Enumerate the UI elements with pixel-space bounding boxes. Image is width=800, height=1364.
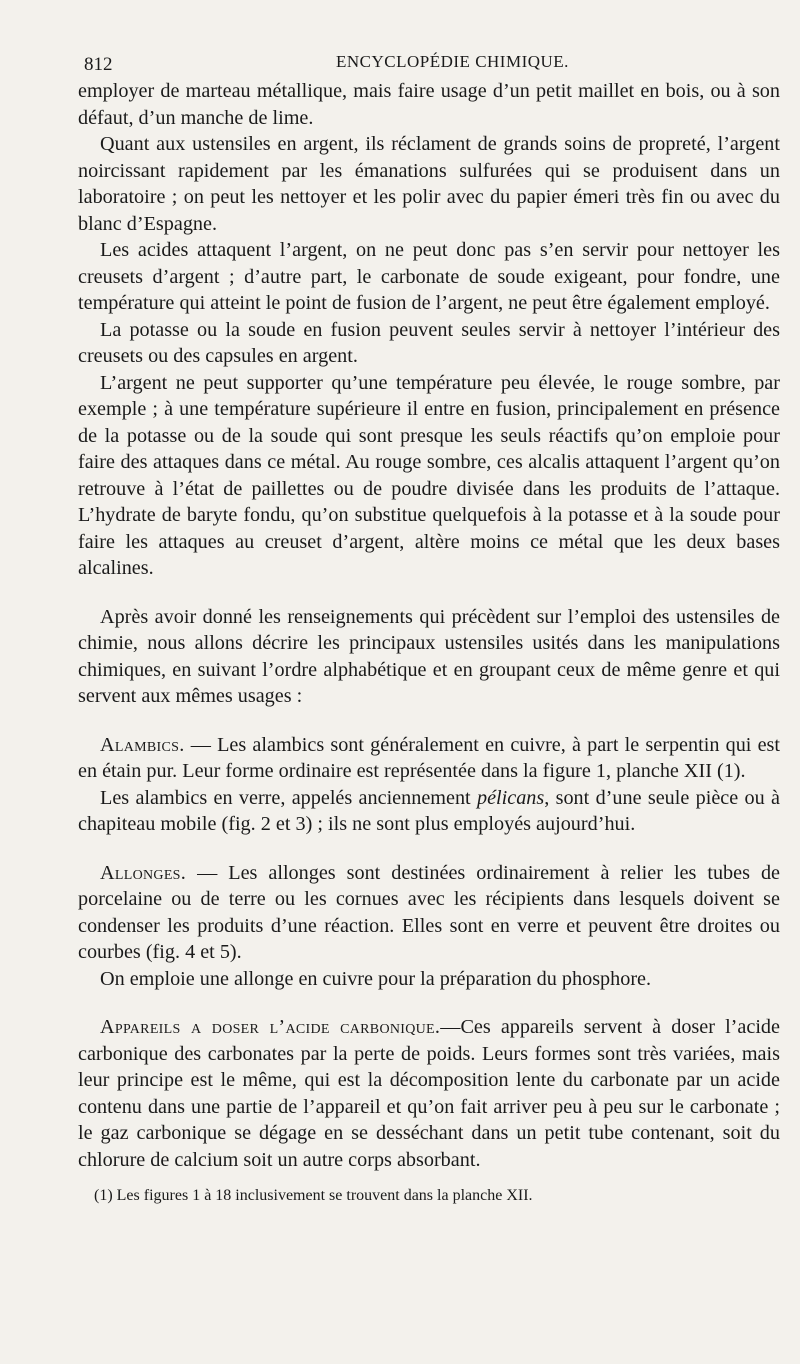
running-title: ENCYCLOPÉDIE CHIMIQUE. (336, 52, 569, 71)
entry-text: — Les alambics sont généralement en cuivre, à part le serpentin qui est en étain pur. Leur forme ordinaire est représentée dans la figure 1, planche XII (1). (78, 733, 780, 782)
text-span: , sont d’une seule pièce ou à chapiteau mobile (fig. 2 et 3) ; ils ne sont plus employés aujourd’hui. (78, 786, 780, 835)
paragraph-phosphore: On emploie une allonge en cuivre pour la préparation du phosphore. (100, 967, 652, 990)
paragraph-potash: La potasse ou la soude en fusion peuvent seules servir à nettoyer l’intérieur des creusets ou des capsules en argent. (78, 318, 780, 367)
entry-heading: Allonges. (100, 861, 187, 884)
paragraph-introduction: Après avoir donné les renseignements qui précèdent sur l’emploi des ustensiles de chimie, nous allons décrire les principaux ustensiles usités dans les manipulations chimiques, en suivant l’ordre alphabétique et en groupant ceux de même genre et qui servent aux mêmes usages : (78, 605, 780, 707)
paragraph-temperature: L’argent ne peut supporter qu’une température peu élevée, le rouge sombre, par exemple ; à une température supérieure il entre en fusion, principalement en présence de la potasse ou de la soude qui sont presque les seuls réactifs qu’on emploie pour faire des attaques dans ce métal. Au rouge sombre, ces alcalis attaquent l’argent qu’on retrouve à l’état de paillettes ou de poudre divisée dans les produits de l’attaque. L’hydrate de baryte fondu, qu’on substitue quelquefois à la potasse et à la soude pour faire les attaques au creuset d’argent, altère moins ce métal que les deux bases alcalines. (78, 371, 780, 579)
paragraph-silver-cleaning: Quant aux ustensiles en argent, ils réclament de grands soins de propreté, l’argent noircissant rapidement par les émanations sulfurées qui se produisent dans un laboratoire ; on peut les nettoyer et les polir avec du papier émeri très fin ou avec du blanc d’Espagne. (78, 133, 780, 235)
entry-heading: Appareils a doser l’acide carbonique. (100, 1016, 441, 1038)
entry-alambics (78, 732, 780, 785)
entry-heading: Alambics. (100, 733, 185, 756)
paragraph-pelicans (78, 785, 780, 838)
text-span: Les alambics en verre, appelés anciennement (100, 786, 477, 809)
paragraph-continuation: employer de marteau métallique, mais faire usage d’un petit maillet en bois, ou à son défaut, d’un manche de lime. (78, 80, 780, 129)
entry-text: —Ces appareils servent à doser l’acide carbonique des carbonates par la perte de poids. Leurs formes sont très variées, mais leur principe est le même, qui est la décomposition lente du carbonate par un acide contenu dans une partie de l’appareil et qu’on fait arriver peu à peu sur le carbonate ; le gaz carbonique se dégage en se desséchant dans un petit tube contenant, soit du chlorure de calcium soit un autre corps absorbant. (78, 1016, 780, 1171)
body-text (78, 78, 780, 1173)
entry-appareils (78, 1014, 780, 1173)
page-number: 812 (84, 54, 113, 75)
italic-term: pélicans (476, 786, 545, 809)
paragraph-acids: Les acides attaquent l’argent, on ne peut donc pas s’en servir pour nettoyer les creusets d’argent ; d’autre part, le carbonate de soude exigeant, pour fondre, une température qui atteint le point de fusion de l’argent, ne peut être également employé. (78, 239, 780, 314)
footnote: (1) Les figures 1 à 18 inclusivement se trouvent dans la planche XII. (94, 1187, 533, 1204)
entry-text: — Les allonges sont destinées ordinairement à relier les tubes de porcelaine ou de terre ou les cornues avec les récipients dans lesquels doivent se condenser les produits d’une réaction. Elles sont en verre et peuvent être droites ou courbes (fig. 4 et 5). (78, 861, 780, 963)
entry-allonges (78, 860, 780, 966)
page-header (78, 48, 780, 78)
